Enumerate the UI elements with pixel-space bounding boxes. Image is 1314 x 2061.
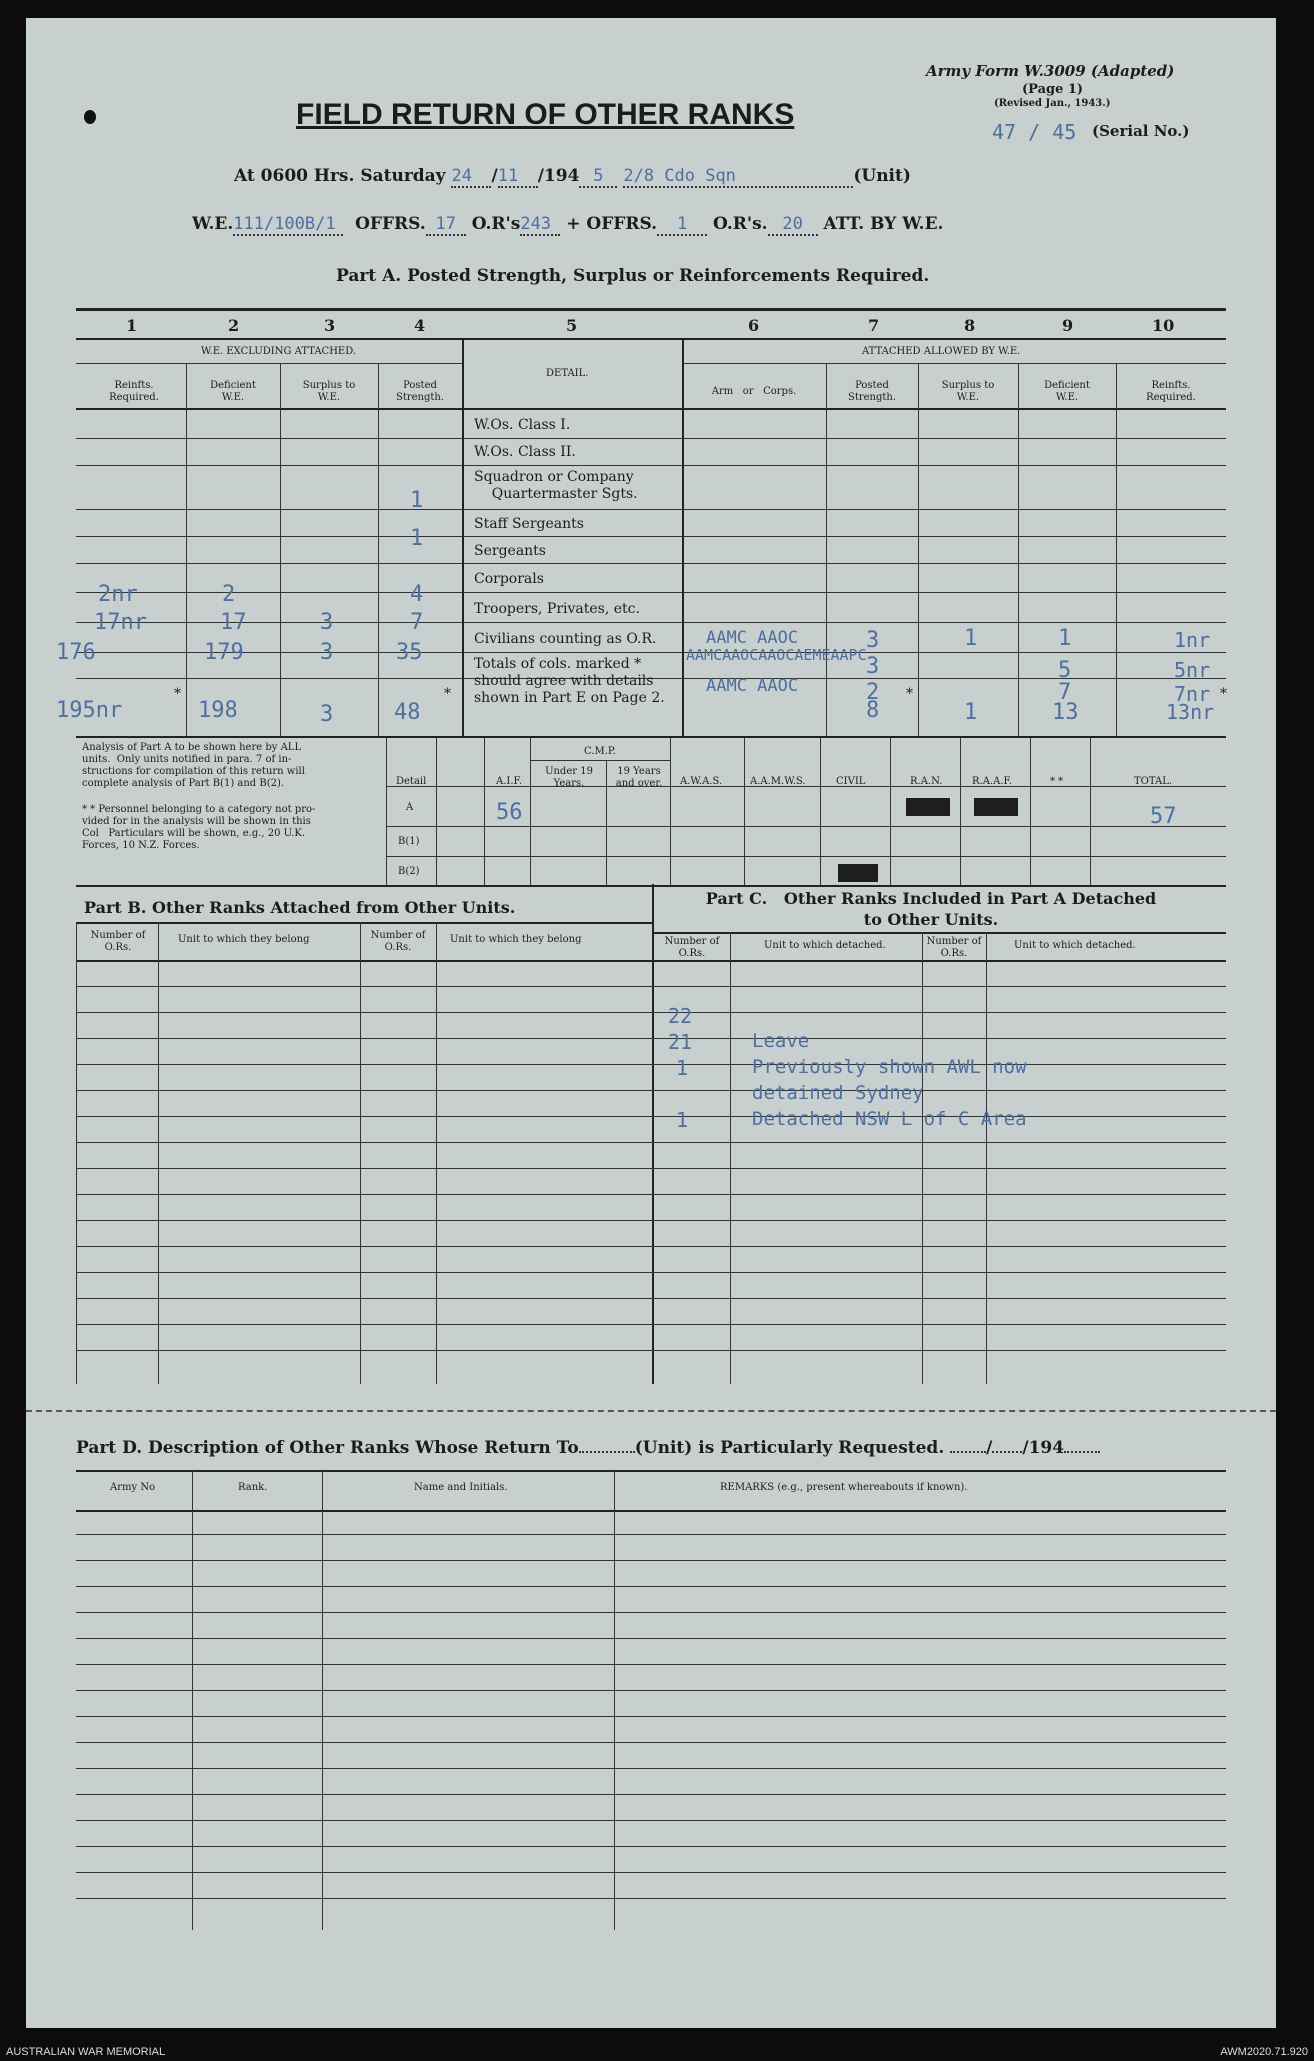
sub-header-deficient: Deficient W.E. xyxy=(210,380,256,403)
part-d-col-rank: Rank. xyxy=(238,1482,268,1493)
part-b-col-num-2: Number of O.Rs. xyxy=(370,930,426,953)
analysis-row-label: B(1) xyxy=(398,836,420,847)
cell-c2: 2 xyxy=(222,582,236,607)
totals-detail-label: Totals of cols. marked * should agree with details shown in Part E on Page 2. xyxy=(474,656,665,706)
cell-c2: 17 xyxy=(220,610,247,635)
star-marker: * xyxy=(444,686,451,702)
part-c-col-unit: Unit to which detached. xyxy=(764,940,886,951)
cell-c1: 2nr xyxy=(98,582,138,607)
part-c-entry-text: Leave xyxy=(752,1030,810,1052)
analysis-row-label: A xyxy=(406,802,414,813)
revised-date: (Revised Jan., 1943.) xyxy=(994,98,1111,109)
part-c-heading: Part C. Other Ranks Included in Part A Detached to Other Units. xyxy=(705,889,1157,929)
col-number-9: 9 xyxy=(1062,316,1074,335)
cell-c7: 2 xyxy=(866,680,880,705)
part-c-entry-text: Detached NSW L of C Area xyxy=(752,1108,1027,1130)
cell-c9: 5 xyxy=(1058,658,1072,683)
part-c-entry-num: 21 xyxy=(668,1030,693,1054)
cell-c1: 17nr xyxy=(94,610,147,635)
sub-header-surplus2: Surplus to W.E. xyxy=(941,380,995,403)
cell-c3: 3 xyxy=(320,610,334,635)
analysis-ran-header: R.A.N. xyxy=(910,776,943,787)
part-c-col-unit-2: Unit to which detached. xyxy=(1014,940,1136,951)
detail-row-label: Staff Sergeants xyxy=(474,516,584,532)
part-d-col-name: Name and Initials. xyxy=(414,1482,508,1493)
form-id: Army Form W.3009 (Adapted) xyxy=(926,62,1175,80)
part-c-col-num: Number of O.Rs. xyxy=(664,936,720,959)
star-marker: * xyxy=(174,686,181,702)
page-number: (Page 1) xyxy=(1022,82,1084,97)
cell-c9: 7 xyxy=(1058,680,1072,705)
sub-header-reinfts2: Reinfts. Required. xyxy=(1146,380,1196,403)
part-b-col-unit-2: Unit to which they belong xyxy=(450,934,582,945)
footer-right: AWM2020.71.920 xyxy=(1220,2046,1308,2058)
cell-c6: AAMC AAOC xyxy=(706,676,799,696)
we-line: W.E.111/100B/1 OFFRS. 17 O.R's243 + OFFRS. 1 O.R's. 20 ATT. BY W.E. xyxy=(192,214,944,234)
cell-c6: AAMC AAOC xyxy=(706,628,799,648)
serial-value: 47 / 45 xyxy=(992,120,1077,144)
cell-c2: 179 xyxy=(204,640,244,665)
analysis-aamws-header: A.A.M.W.S. xyxy=(750,776,806,787)
detail-row-label: Troopers, Privates, etc. xyxy=(474,601,640,617)
total-c1: 195nr xyxy=(56,698,123,723)
detail-header: DETAIL. xyxy=(546,368,589,379)
col-number-2: 2 xyxy=(228,316,240,335)
total-c3: 3 xyxy=(320,702,334,727)
group-header-left: W.E. EXCLUDING ATTACHED. xyxy=(201,346,357,357)
detail-row-label: Sergeants xyxy=(474,543,546,559)
detail-row-label: Corporals xyxy=(474,571,544,587)
cell-c6: AAMCAAOCAAOCAEMEAAPC xyxy=(686,646,867,664)
detail-row-label: Civilians counting as O.R. xyxy=(474,631,657,647)
analysis-note-2: * * Personnel belonging to a category not pro- vided for in the analysis will be shown in this Col Particulars will be shown, e.g., 20 U.K. Forces, 10 N.Z. Forces. xyxy=(82,804,316,851)
col-number-1: 1 xyxy=(126,316,138,335)
part-c-entry-text: Previously shown AWL now xyxy=(752,1056,1027,1078)
cell-c7: 3 xyxy=(866,628,880,653)
sub-header-arm: Arm or Corps. xyxy=(711,386,797,397)
total-c8: 1 xyxy=(964,700,978,725)
analysis-under19-header: Under 19 Years. xyxy=(545,766,593,789)
total-c10: 13nr xyxy=(1166,700,1215,724)
col-number-10: 10 xyxy=(1152,316,1175,335)
total-c4: 48 xyxy=(394,700,421,725)
analysis-total-header: TOTAL. xyxy=(1134,776,1173,787)
analysis-awas-header: A.W.A.S. xyxy=(680,776,723,787)
part-b-col-unit: Unit to which they belong xyxy=(178,934,310,945)
analysis-detail-header: Detail xyxy=(396,776,427,787)
page-title: FIELD RETURN OF OTHER RANKS xyxy=(296,98,795,131)
analysis-row-label: B(2) xyxy=(398,866,420,877)
cell-c8: 1 xyxy=(964,626,978,651)
analysis-civil-header: CIVIL xyxy=(836,776,866,787)
star-marker: * xyxy=(906,686,913,702)
part-b-col-num: Number of O.Rs. xyxy=(90,930,146,953)
detail-row-label: W.Os. Class II. xyxy=(474,444,576,460)
cell-c4: 35 xyxy=(396,640,423,665)
sub-header-posted2: Posted Strength. xyxy=(847,380,897,403)
analysis-total-value: 57 xyxy=(1150,804,1177,829)
cell-c9: 1 xyxy=(1058,626,1072,651)
col-number-3: 3 xyxy=(324,316,336,335)
part-d-heading: Part D. Description of Other Ranks Whose Return To (Unit) is Particularly Requested. / /194 xyxy=(76,1438,1100,1458)
total-c7: 8 xyxy=(866,698,880,723)
cell-c3: 3 xyxy=(320,640,334,665)
sub-header-surplus: Surplus to W.E. xyxy=(302,380,356,403)
cell-c4: 4 xyxy=(410,582,424,607)
col-number-6: 6 xyxy=(748,316,760,335)
col-number-4: 4 xyxy=(414,316,426,335)
part-b-heading: Part B. Other Ranks Attached from Other Units. xyxy=(84,898,516,917)
footer-left: AUSTRALIAN WAR MEMORIAL xyxy=(6,2046,166,2058)
analysis-aif-value: 56 xyxy=(496,800,523,825)
date-line: At 0600 Hrs. Saturday 24 /11 /194 5 2/8 Cdo Sqn (Unit) xyxy=(234,166,911,186)
cell-c10: 1nr xyxy=(1174,628,1211,652)
sub-header-deficient2: Deficient W.E. xyxy=(1044,380,1090,403)
cell-c4: 1 xyxy=(410,526,424,551)
cell-c10: 7nr xyxy=(1174,682,1211,706)
analysis-note-1: Analysis of Part A to be shown here by ALL units. Only units notified in para. 7 of in- structions for compilation of this return will complete analysis of Part B(1) and B(2). xyxy=(82,742,305,789)
part-c-entry-text: detained Sydney xyxy=(752,1082,924,1104)
analysis-aif-header: A.I.F. xyxy=(496,776,523,787)
analysis-raaf-header: R.A.A.F. xyxy=(972,776,1013,787)
part-a-heading: Part A. Posted Strength, Surplus or Reinforcements Required. xyxy=(336,266,930,286)
part-c-entry-num: 22 xyxy=(668,1004,693,1028)
cell-c7: 3 xyxy=(866,654,880,679)
analysis-over19-header: 19 Years and over. xyxy=(615,766,663,789)
col-number-7: 7 xyxy=(868,316,880,335)
sub-header-reinfts: Reinfts. Required. xyxy=(109,380,159,403)
cell-c10: 5nr xyxy=(1174,658,1211,682)
serial-label: (Serial No.) xyxy=(1092,122,1190,140)
col-number-5: 5 xyxy=(566,316,578,335)
col-number-8: 8 xyxy=(964,316,976,335)
analysis-stars-header: * * xyxy=(1050,776,1064,787)
form-sheet xyxy=(26,18,1276,2028)
part-c-entry-num: 1 xyxy=(676,1108,689,1132)
sub-header-posted: Posted Strength. xyxy=(395,380,445,403)
part-d-table xyxy=(26,18,1276,1968)
part-c-entry-num: 1 xyxy=(676,1056,689,1080)
cell-c1: 176 xyxy=(56,640,96,665)
total-c2: 198 xyxy=(198,698,238,723)
detail-row-label: Squadron or Company Quartermaster Sgts. xyxy=(474,469,638,502)
part-d-col-army-no: Army No xyxy=(110,1482,156,1493)
analysis-cmp-header: C.M.P. xyxy=(584,746,616,757)
total-c9: 13 xyxy=(1052,700,1079,725)
star-marker: * xyxy=(1220,686,1227,702)
cell-c4: 1 xyxy=(410,488,424,513)
cell-c4: 7 xyxy=(410,610,424,635)
group-header-right: ATTACHED ALLOWED BY W.E. xyxy=(862,346,1021,357)
part-d-col-remarks: REMARKS (e.g., present whereabouts if known). xyxy=(720,1482,968,1493)
detail-row-label: W.Os. Class I. xyxy=(474,417,571,433)
part-c-col-num-2: Number of O.Rs. xyxy=(926,936,982,959)
